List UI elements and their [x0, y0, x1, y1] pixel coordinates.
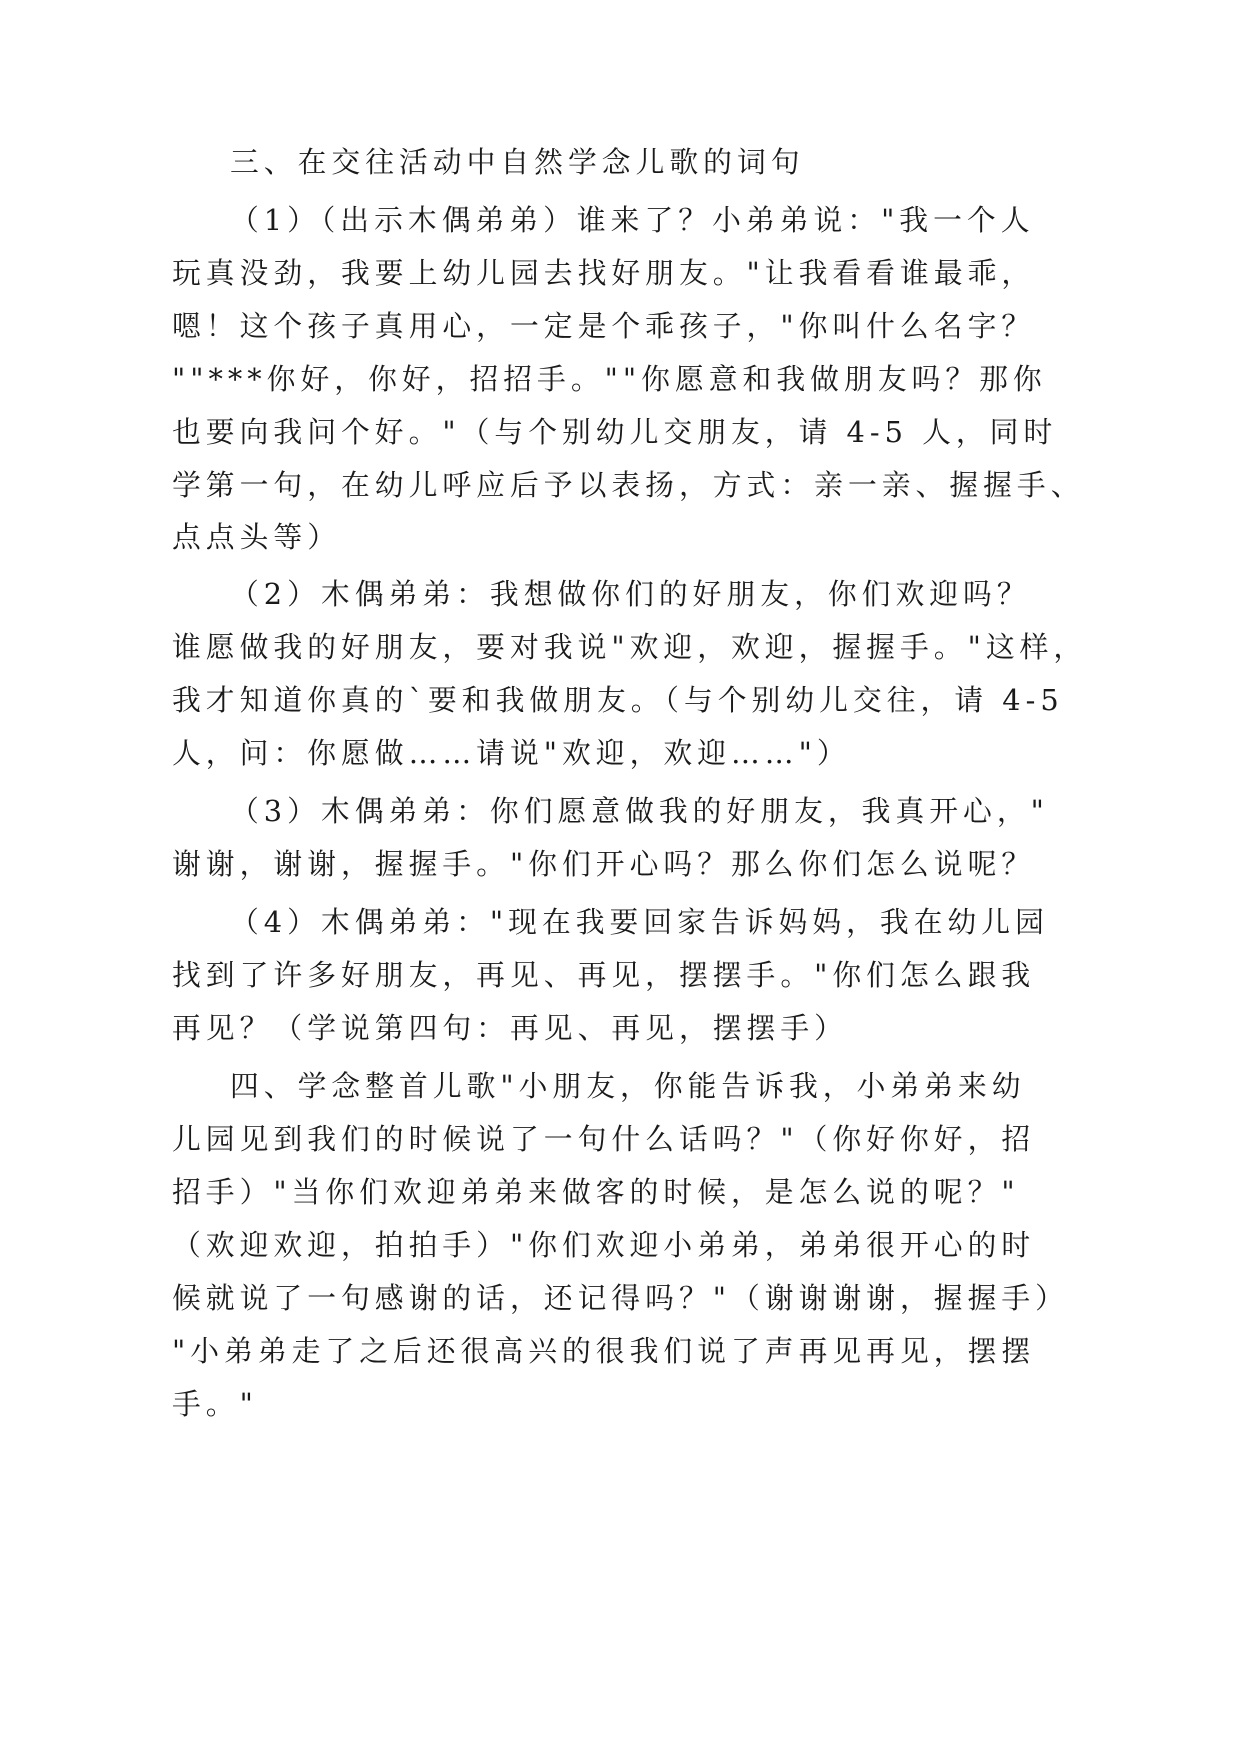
paragraph-line: （1）（出示木偶弟弟）谁来了？小弟弟说："我一个人 — [230, 203, 1035, 237]
paragraph-line: 我才知道你真的`要和我做朋友。（与个别幼儿交往，请 4-5 — [172, 683, 1064, 717]
paragraph-line: （4）木偶弟弟："现在我要回家告诉妈妈，我在幼儿园 — [230, 905, 1049, 939]
paragraph-line: 谁愿做我的好朋友，要对我说"欢迎，欢迎，握握手。"这样， — [172, 630, 1088, 664]
section-heading-4: 四、学念整首儿歌"小朋友，你能告诉我，小弟弟来幼 — [230, 1069, 1026, 1103]
paragraph-line: 候就说了一句感谢的话，还记得吗？"（谢谢谢谢，握握手） — [172, 1281, 1069, 1315]
paragraph-line: 找到了许多好朋友，再见、再见，摆摆手。"你们怎么跟我 — [172, 958, 1036, 992]
paragraph-line: 嗯！这个孩子真用心，一定是个乖孩子，"你叫什么名字？ — [172, 309, 1036, 343]
paragraph-line: 招手）"当你们欢迎弟弟来做客的时候，是怎么说的呢？" — [172, 1175, 1020, 1209]
paragraph-line: 人，问：你愿做……请说"欢迎，欢迎……"） — [172, 736, 851, 770]
paragraph-line: （2）木偶弟弟：我想做你们的好朋友，你们欢迎吗？ — [230, 577, 1031, 611]
paragraph-line: ""***你好，你好，招招手。""你愿意和我做朋友吗？那你 — [172, 362, 1047, 396]
section-heading-3: 三、在交往活动中自然学念儿歌的词句 — [230, 145, 805, 179]
paragraph-line: （欢迎欢迎，拍拍手）"你们欢迎小弟弟，弟弟很开心的时 — [172, 1228, 1036, 1262]
paragraph-line: 玩真没劲，我要上幼儿园去找好朋友。"让我看看谁最乖， — [172, 256, 1036, 290]
paragraph-line: （3）木偶弟弟：你们愿意做我的好朋友，我真开心，" — [230, 794, 1049, 828]
paragraph-line: "小弟弟走了之后还很高兴的很我们说了声再见再见，摆摆 — [172, 1334, 1036, 1368]
paragraph-line: 学第一句，在幼儿呼应后予以表扬，方式：亲一亲、握握手、 — [172, 468, 1085, 502]
paragraph-line: 儿园见到我们的时候说了一句什么话吗？"（你好你好，招 — [172, 1122, 1036, 1156]
paragraph-line: 点点头等） — [172, 520, 341, 554]
paragraph-line: 再见？（学说第四句：再见、再见，摆摆手） — [172, 1011, 848, 1045]
paragraph-line: 谢谢，谢谢，握握手。"你们开心吗？那么你们怎么说呢？ — [172, 847, 1036, 881]
paragraph-line: 手。" — [172, 1387, 258, 1421]
paragraph-line: 也要向我问个好。"（与个别幼儿交朋友，请 4-5 人，同时 — [172, 415, 1058, 449]
